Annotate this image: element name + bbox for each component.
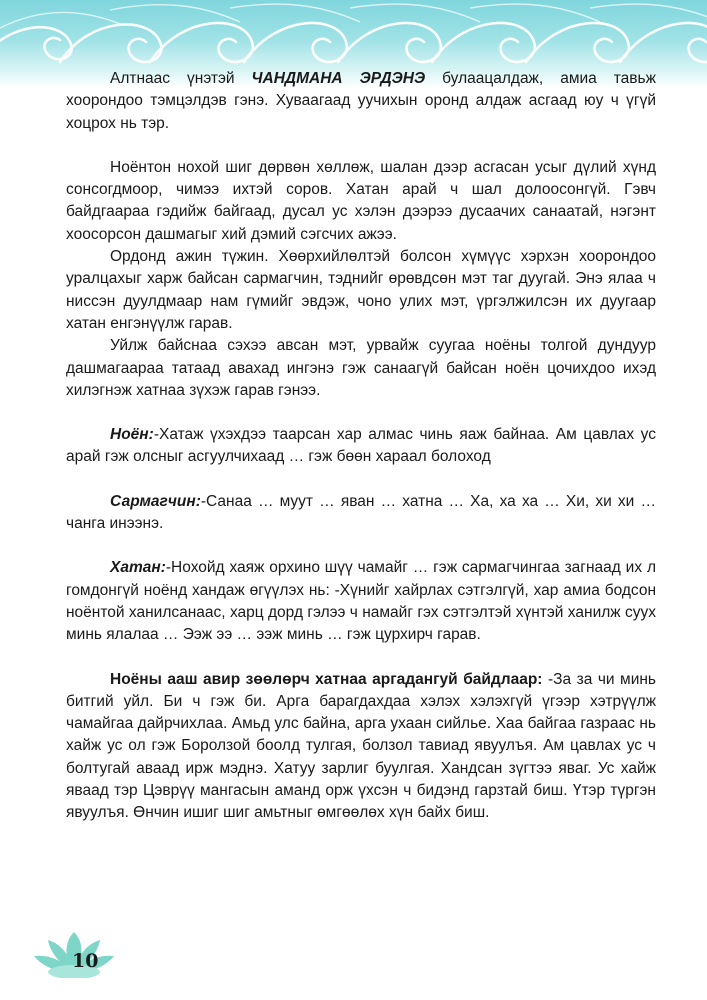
paragraph	[66, 557, 656, 646]
paragraph	[66, 669, 656, 825]
paragraph-text: -Хатаж үхэхдээ таарсан хар алмас чинь яаж байнаа. Ам цавлах ус арай гэж олсныг асгуулчихаад … гэж бөөн хараал болоход	[66, 426, 656, 466]
story-text	[66, 68, 656, 825]
paragraph	[66, 68, 656, 135]
paragraph-text: булаацалдаж, амиа тавьж хоорондоо тэмцэлдэв гэнэ. Хуваагаад уучихын оронд алдаж асгаад юу ч үгүй хоцрох нь тэр.	[66, 70, 656, 132]
paragraph-text: Ордонд ажин түжин. Хөөрхийлөлтэй болсон хүмүүс хэрхэн хоорондоо уралцахыг харж байсан сармагчин, тэднийг өрөвдсөн мэт таг дуугай. Энэ ялаа ч ниссэн дуулдмаар нам гүмийг эвдэж, чоно улих мэт, үргэлжилсэн их дуугаар хатан енгэнүүлж гарав.	[66, 248, 656, 332]
speaker-label: Хатан:	[110, 559, 166, 577]
page-number: 10	[72, 950, 99, 972]
paragraph-text: -Нохойд хаяж орхино шүү чамайг … гэж сармагчингаа загнаад их л гомдонгүй ноёнд хандаж өгүүлэх нь: -Хүнийг хайрлах сэтгэлгүй, хар амиа бодсон ноёнтой ханилсанаас, харц дорд гэлээ ч намайг гэх сэтгэлтэй хүнтэй ханилж суух минь ялалаа … Ээж ээ … ээж минь … гэж цурхирч гарав.	[66, 559, 656, 644]
speaker-label: Ноён:	[110, 426, 154, 444]
paragraph-text: -Санаа … муут … яван … хатна … Ха, ха ха … Хи, хи хи … чанга инээнэ.	[66, 492, 656, 533]
paragraph-text: Ноёнтон нохой шиг дөрвөн хөллөж, шалан дээр асгасан усыг дүлий хүнд сонсогдмоор, чимээ ихтэй соров. Хатан арай ч шал долоосонгүй. Гэвч байдгаараа гэдийж байгаад, дусал ус хэлэн дээрээ дусаачих санаатай, нэгэнт хоосорсон дашмагыг хий дэмий сэгсчих ажээ.	[66, 158, 656, 243]
paragraph-text: Уйлж байснаа сэхээ авсан мэт, урвайж суугаа ноёны толгой дундуур дашмагаараа татаад авахад ингэнэ гэж санаагүй байсан ноён цочихдоо ихэд хилэгнэж хатнаа зүхэж гарав гэнээ.	[66, 337, 656, 399]
paragraph	[66, 491, 656, 536]
speaker-label: Ноёны ааш авир зөөлөрч хатнаа аргадангуй байдлаар:	[110, 670, 543, 688]
speaker-label: Сармагчин:	[110, 492, 201, 510]
paragraph	[66, 157, 656, 246]
paragraph-text: Алтнаас үнэтэй	[110, 70, 252, 87]
speaker-label: ЧАНДМАНА ЭРДЭНЭ	[251, 70, 426, 87]
paragraph	[66, 424, 656, 469]
paragraph	[66, 246, 656, 335]
paragraph-text: -За за чи минь битгий уйл. Би ч гэж би. Арга барагдахдаа хэлэх хэлэхгүй үгээр хэтрүүлж чамайгаа дайрчихлаа. Амьд улс байна, арга ухаан сийлье. Хаа байгаа газраас нь хайж ус ол гэж Боролзой боолд тулгая, болзол тавиад явуулъя. Ам цавлах ус ч болтугай аваад ирж мэднэ. Хатуу зарлиг буулгая. Хандсан зүгтээ яваг. Ус хайж яваад тэр Цэврүү мангасын аманд орж үхсэн ч бидэнд гарзтай биш. Үтэр түргэн явуулъя. Өнчин ишиг шиг амьтныг өмгөөлөх хүн байх биш.	[66, 670, 657, 822]
paragraph	[66, 335, 656, 402]
